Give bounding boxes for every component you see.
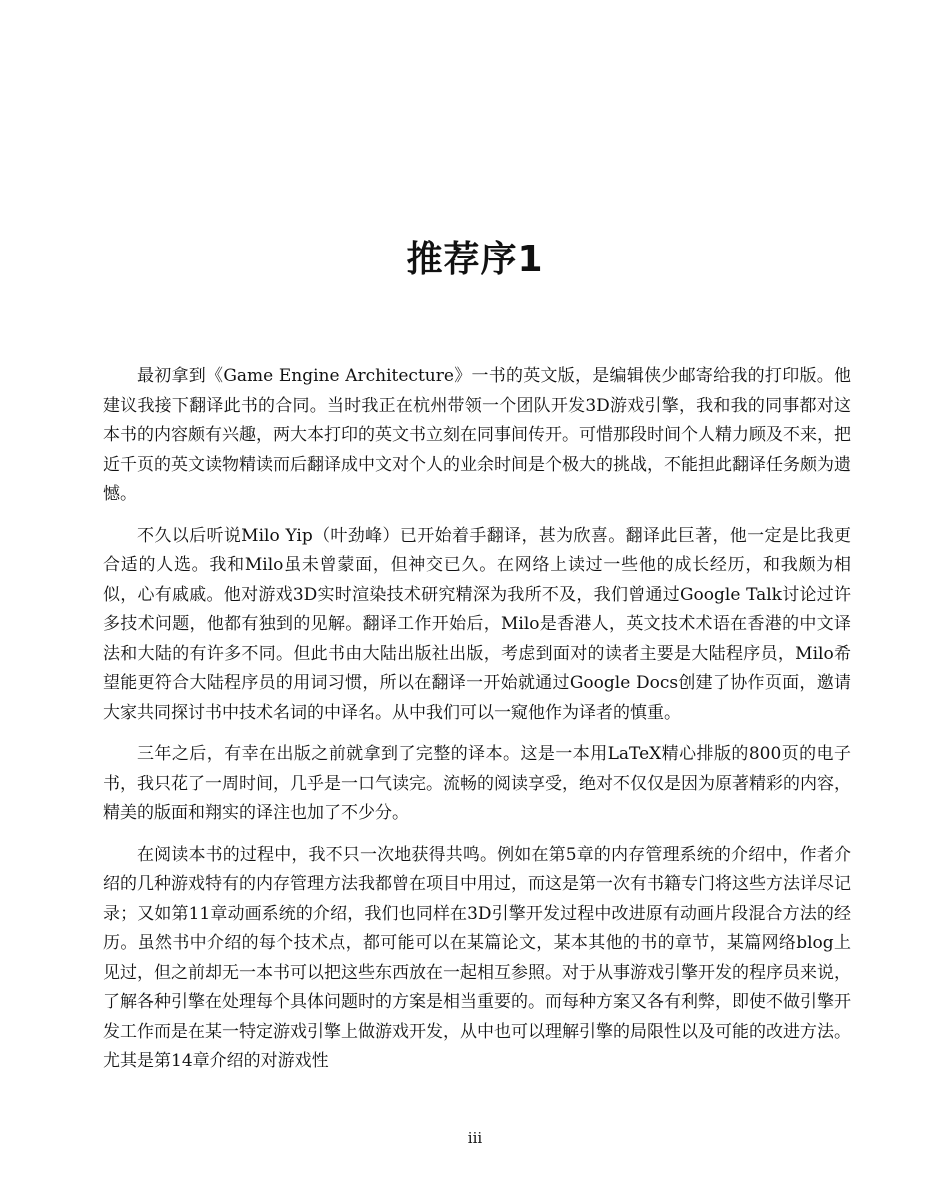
paragraph: 三年之后，有幸在出版之前就拿到了完整的译本。这是一本用LaTeX精心排版的800页的电子书，我只花了一周时间，几乎是一口气读完。流畅的阅读享受，绝对不仅仅是因为原著精彩的内容，精美的版面和翔实的译注也加了不少分。 xyxy=(103,744,851,823)
paragraph: 不久以后听说Milo Yip（叶劲峰）已开始着手翻译，甚为欣喜。翻译此巨著，他一定是比我更合适的人选。我和Milo虽未曾蒙面，但神交已久。在网络上读过一些他的成长经历，和我颇为相似，心有戚戚。他对游戏3D实时渲染技术研究精深为我所不及，我们曾通过Google Talk讨论过许多技术问题，他都有独到的见解。翻译工作开始后，Milo是香港人，英文技术术语在香港的中文译法和大陆的有许多不同。但此书由大陆出版社出版，考虑到面对的读者主要是大陆程序员，Milo希望能更符合大陆程序员的用词习惯，所以在翻译一开始就通过Google Docs创建了协作页面，邀请大家共同探讨书中技术名词的中译名。从中我们可以一窥他作为译者的慎重。 xyxy=(103,525,851,723)
paragraph: 最初拿到《Game Engine Architecture》一书的英文版，是编辑侠少邮寄给我的打印版。他建议我接下翻译此书的合同。当时我正在杭州带领一个团队开发3D游戏引擎，我和我的同事都对这本书的内容颇有兴趣，两大本打印的英文书立刻在同事间传开。可惜那段时间个人精力顾及不来，把近千页的英文读物精读而后翻译成中文对个人的业余时间是个极大的挑战，不能担此翻译任务颇为遗憾。 xyxy=(103,366,851,504)
page-number: iii xyxy=(467,1129,483,1147)
paragraph: 在阅读本书的过程中，我不只一次地获得共鸣。例如在第5章的内存管理系统的介绍中，作者介绍的几种游戏特有的内存管理方法我都曾在项目中用过，而这是第一次有书籍专门将这些方法详尽记录；又如第11章动画系统的介绍，我们也同样在3D引擎开发过程中改进原有动画片段混合方法的经历。虽然书中介绍的每个技术点，都可能可以在某篇论文，某本其他的书的章节，某篇网络blog上见过，但之前却无一本书可以把这些东西放在一起相互参照。对于从事游戏引擎开发的程序员来说，了解各种引擎在处理每个具体问题时的方案是相当重要的。而每种方案又各有利弊，即使不做引擎开发工作而是在某一特定游戏引擎上做游戏开发，从中也可以理解引擎的局限性以及可能的改进方法。尤其是第14章介绍的对游戏性 xyxy=(103,844,851,1071)
body-text xyxy=(103,362,851,1089)
chapter-title: 推荐序1 xyxy=(406,239,544,280)
